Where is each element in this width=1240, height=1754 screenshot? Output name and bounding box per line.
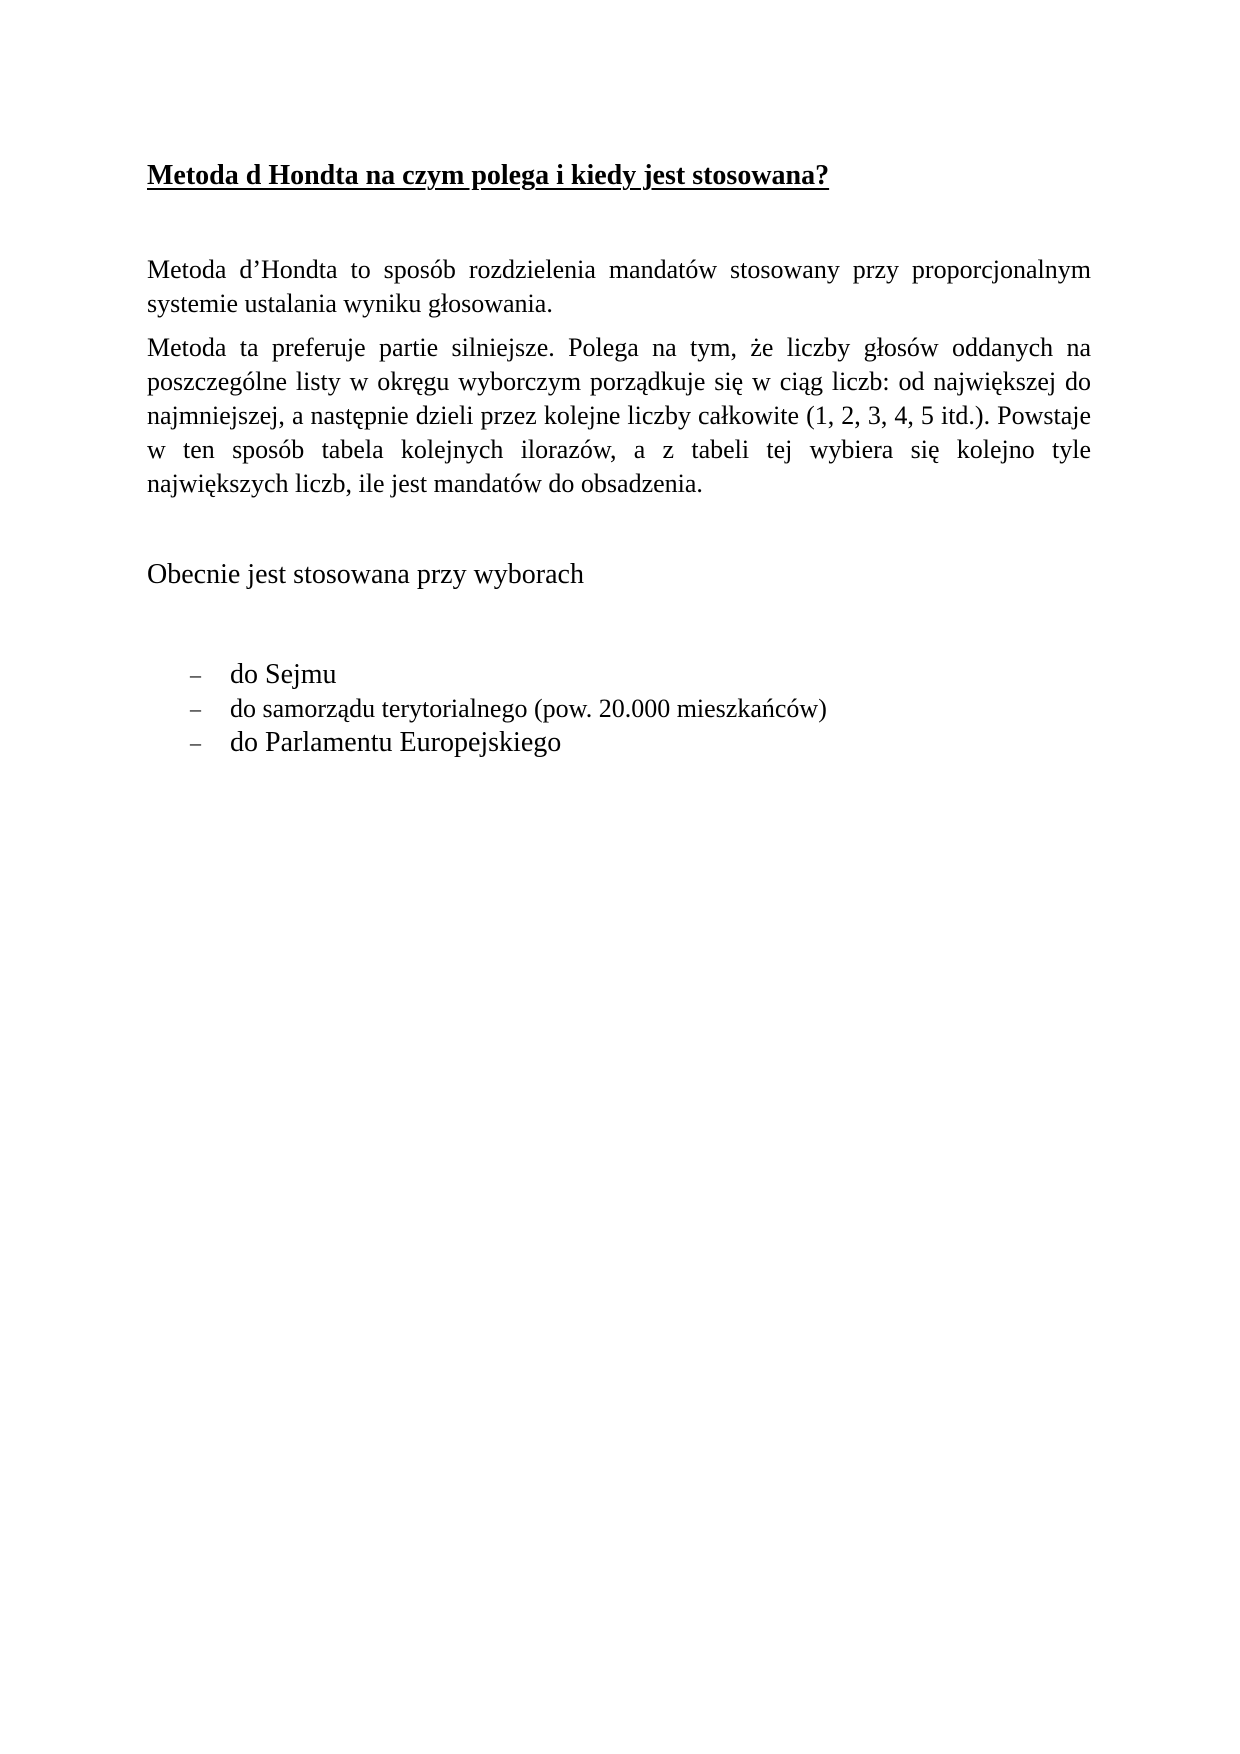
- list-item-text: do Parlamentu Europejskiego: [230, 727, 562, 758]
- list-item: [147, 692, 827, 726]
- paragraph-description: Metoda ta preferuje partie silniejsze. Polega na tym, że liczby głosów oddanych na poszczególne listy w okręgu wyborczym porządkuje się w ciąg liczb: od największej do najmniejszej, a następnie dzieli przez kolejne liczby całkowite (1, 2, 3, 4, 5 itd.). Powstaje w ten sposób tabela kolejnych ilorazów, a z tabeli tej wybiera się kolejno tyle największych liczb, ile jest mandatów do obsadzenia.: [147, 333, 1091, 498]
- paragraph-definition: Metoda d’Hondta to sposób rozdzielenia mandatów stosowany przy proporcjonalnym systemie ustalania wyniku głosowania.: [147, 255, 1091, 318]
- document-title: Metoda d Hondta na czym polega i kiedy jest stosowana?: [147, 160, 830, 191]
- list-item-text: do samorządu terytorialnego (pow. 20.000 mieszkańców): [230, 694, 827, 723]
- usage-subheading: Obecnie jest stosowana przy wyborach: [147, 559, 584, 590]
- list-bullet: –: [190, 696, 201, 721]
- list-item: [147, 658, 827, 692]
- list-bullet: –: [190, 662, 201, 687]
- list-bullet: –: [190, 730, 201, 755]
- list-item-text: do Sejmu: [230, 659, 337, 690]
- usage-list: [147, 658, 827, 760]
- list-item: [147, 726, 827, 760]
